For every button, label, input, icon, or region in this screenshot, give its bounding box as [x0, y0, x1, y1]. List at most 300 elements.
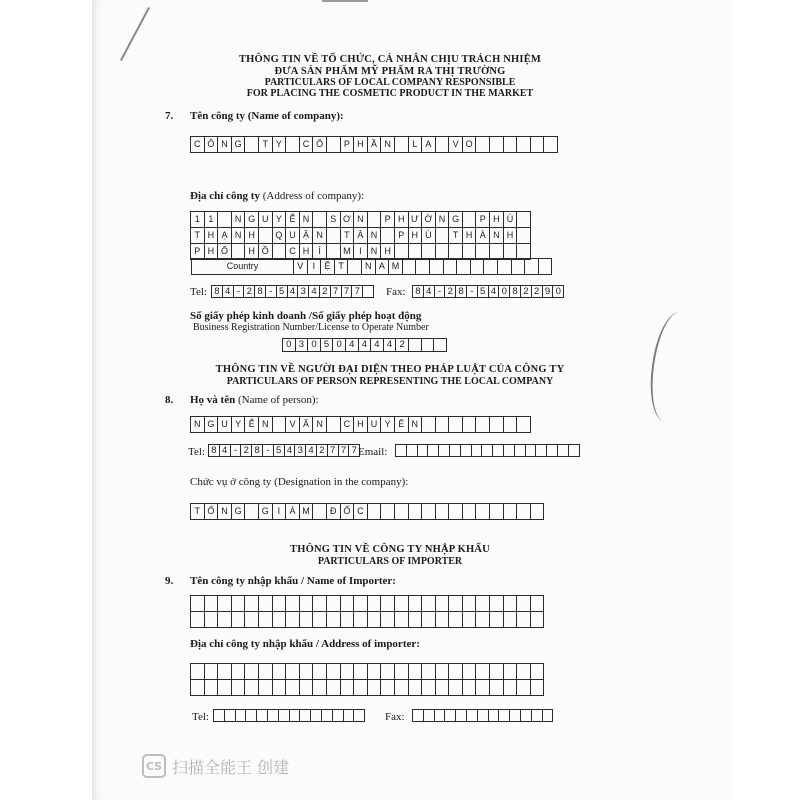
char-box — [516, 211, 531, 228]
char-box — [285, 136, 300, 153]
char-box: Ú — [421, 227, 436, 244]
char-box — [285, 679, 300, 696]
char-box: T — [258, 136, 273, 153]
char-box — [258, 227, 273, 244]
address-label-en: (Address of company): — [262, 190, 365, 202]
person-heading-vn: THÔNG TIN VỀ NGƯỜI ĐẠI DIỆN THEO PHÁP LUẬT CỦA CÔNG TY — [215, 364, 565, 375]
char-box — [489, 595, 504, 612]
char-box — [475, 663, 490, 680]
char-box — [435, 663, 450, 680]
char-box: 7 — [338, 444, 350, 457]
char-box — [435, 503, 450, 520]
char-box — [516, 136, 531, 153]
char-box — [435, 611, 450, 628]
address-grid-row2 — [190, 227, 531, 244]
char-box — [347, 258, 362, 275]
person-tel-label: Tel: — [188, 446, 205, 458]
char-box: 7 — [330, 285, 342, 298]
char-box: N — [361, 258, 376, 275]
char-box: P — [340, 136, 355, 153]
char-box: N — [435, 211, 450, 228]
heading-en-line1: PARTICULARS OF LOCAL COMPANY RESPONSIBLE — [264, 77, 516, 89]
company-label-en: (Name of company): — [247, 110, 344, 122]
char-box — [272, 679, 287, 696]
item-number-7: 7. — [165, 110, 174, 122]
char-box: G — [244, 211, 259, 228]
char-box: 7 — [327, 444, 339, 457]
char-box: 8 — [455, 285, 467, 298]
char-box: Ô — [204, 136, 219, 153]
char-box: 5 — [276, 285, 288, 298]
char-box — [394, 611, 409, 628]
char-box: 4 — [358, 338, 372, 352]
char-box — [312, 679, 327, 696]
char-box — [380, 611, 395, 628]
char-box — [204, 663, 219, 680]
char-box: P — [394, 227, 409, 244]
char-box — [429, 258, 444, 275]
char-box — [380, 227, 395, 244]
char-box — [516, 679, 531, 696]
char-box: P — [475, 211, 490, 228]
char-box — [326, 136, 341, 153]
char-box — [190, 611, 205, 628]
char-box: M — [299, 503, 314, 520]
char-box: C — [299, 136, 314, 153]
char-box: 2 — [240, 444, 252, 457]
char-box: Đ — [326, 503, 341, 520]
char-box: O — [462, 136, 477, 153]
char-box — [489, 503, 504, 520]
char-box: 3 — [295, 338, 309, 352]
char-box — [568, 444, 580, 457]
importer-name-grid-row2 — [190, 611, 544, 628]
char-box — [489, 416, 504, 433]
char-box — [217, 211, 232, 228]
designation-label: Chức vụ ở công ty (Designation in the company): — [190, 476, 409, 488]
char-box: C — [285, 243, 300, 260]
char-box: - — [434, 285, 446, 298]
char-box — [415, 258, 430, 275]
char-box — [244, 663, 259, 680]
char-box: G — [231, 136, 246, 153]
char-box — [489, 611, 504, 628]
char-box: Y — [272, 211, 287, 228]
char-box — [190, 663, 205, 680]
importer-fax-grid — [412, 709, 553, 722]
char-box — [340, 595, 355, 612]
char-box — [340, 679, 355, 696]
char-box: 4 — [284, 444, 296, 457]
char-box: 2 — [316, 444, 328, 457]
char-box — [340, 663, 355, 680]
char-box — [433, 338, 447, 352]
char-box — [231, 663, 246, 680]
char-box: 4 — [287, 285, 299, 298]
char-box: V — [448, 136, 463, 153]
char-box: H — [244, 243, 259, 260]
char-box — [217, 595, 232, 612]
char-box: 4 — [488, 285, 500, 298]
char-box — [462, 611, 477, 628]
importer-tel-grid — [213, 709, 365, 722]
char-box — [326, 611, 341, 628]
char-box — [285, 611, 300, 628]
char-box: 3 — [294, 444, 306, 457]
char-box — [503, 416, 518, 433]
char-box — [217, 679, 232, 696]
char-box — [312, 211, 327, 228]
char-box — [272, 595, 287, 612]
char-box: U — [285, 227, 300, 244]
importer-address-grid-row2 — [190, 679, 544, 696]
char-box: Y — [272, 136, 287, 153]
char-box: Ố — [217, 243, 232, 260]
char-box — [489, 136, 504, 153]
char-box — [231, 679, 246, 696]
char-box — [258, 595, 273, 612]
char-box — [244, 611, 259, 628]
char-box: C — [190, 136, 205, 153]
char-box: 0 — [332, 338, 346, 352]
person-tel-grid — [208, 444, 360, 457]
char-box: Ạ — [217, 227, 232, 244]
char-box — [530, 503, 545, 520]
char-box: V — [285, 416, 300, 433]
char-box — [435, 227, 450, 244]
char-box: 8 — [412, 285, 424, 298]
char-box: 2 — [520, 285, 532, 298]
char-box — [448, 416, 463, 433]
section-importer-heading — [180, 544, 600, 567]
char-box — [380, 679, 395, 696]
camscanner-logo-icon: CS — [142, 754, 166, 778]
char-box — [258, 679, 273, 696]
char-box: 7 — [348, 444, 360, 457]
char-box — [272, 611, 287, 628]
char-box: C — [353, 503, 368, 520]
char-box — [312, 611, 327, 628]
char-box: 2 — [243, 285, 255, 298]
char-box — [244, 503, 259, 520]
char-box — [326, 663, 341, 680]
char-box: 4 — [383, 338, 397, 352]
char-box: 2 — [395, 338, 409, 352]
char-box: N — [217, 136, 232, 153]
char-box — [524, 258, 539, 275]
char-box — [462, 416, 477, 433]
country-grid — [293, 258, 552, 275]
char-box: 8 — [251, 444, 263, 457]
char-box: S — [326, 211, 341, 228]
char-box — [462, 503, 477, 520]
char-box — [497, 258, 512, 275]
char-box — [516, 227, 531, 244]
char-box: G — [258, 503, 273, 520]
char-box: 4 — [370, 338, 384, 352]
registration-label-en: Business Registration Number/License to Operate Number — [193, 322, 429, 333]
char-box — [503, 679, 518, 696]
char-box — [530, 611, 545, 628]
char-box: 4 — [345, 338, 359, 352]
char-box — [538, 258, 553, 275]
char-box: 8 — [509, 285, 521, 298]
char-box — [462, 595, 477, 612]
char-box — [367, 211, 382, 228]
char-box — [312, 503, 327, 520]
char-box — [435, 595, 450, 612]
designation-grid — [190, 503, 544, 520]
char-box: 4 — [222, 285, 234, 298]
char-box — [475, 416, 490, 433]
char-box: 4 — [308, 285, 320, 298]
char-box — [470, 258, 485, 275]
char-box — [244, 679, 259, 696]
char-box — [258, 611, 273, 628]
char-box: L — [408, 136, 423, 153]
char-box — [394, 679, 409, 696]
char-box — [475, 595, 490, 612]
char-box: U — [258, 211, 273, 228]
char-box: P — [380, 211, 395, 228]
char-box: Ố — [340, 503, 355, 520]
char-box — [244, 136, 259, 153]
fax-label: Fax: — [386, 286, 406, 298]
heading-vn-line2: ĐƯA SẢN PHẨM MỸ PHẨM RA THỊ TRƯỜNG — [274, 65, 506, 77]
char-box — [421, 503, 436, 520]
char-box — [530, 663, 545, 680]
char-box — [231, 595, 246, 612]
company-name-label — [190, 110, 344, 122]
char-box — [435, 679, 450, 696]
char-box: N — [380, 136, 395, 153]
char-box — [380, 503, 395, 520]
importer-address-grid-row1 — [190, 663, 544, 680]
char-box: P — [190, 243, 205, 260]
heading-vn-line1: THÔNG TIN VỀ TỔ CHỨC, CÁ NHÂN CHỊU TRÁCH NHIỆM — [238, 54, 542, 65]
char-box — [408, 595, 423, 612]
item-number-9: 9. — [165, 575, 174, 587]
char-box: I — [272, 503, 287, 520]
char-box: Á — [285, 503, 300, 520]
char-box — [394, 663, 409, 680]
char-box — [353, 611, 368, 628]
char-box: 5 — [273, 444, 285, 457]
reg-label-vn-text: Số giấy phép kinh doanh /Số giấy phép hoạt động — [190, 310, 422, 322]
char-box: - — [466, 285, 478, 298]
char-box: - — [265, 285, 277, 298]
person-label-en: (Name of person): — [237, 394, 319, 406]
char-box — [435, 136, 450, 153]
char-box — [421, 663, 436, 680]
person-name-label — [190, 394, 319, 406]
char-box — [543, 136, 558, 153]
char-box — [443, 258, 458, 275]
char-box — [435, 416, 450, 433]
char-box: Ầ — [367, 136, 382, 153]
char-box: G — [448, 211, 463, 228]
char-box — [456, 258, 471, 275]
char-box — [204, 595, 219, 612]
char-box — [408, 503, 423, 520]
char-box — [408, 611, 423, 628]
importer-heading-vn: THÔNG TIN VỀ CÔNG TY NHẬP KHẨU — [290, 544, 490, 555]
char-box — [408, 663, 423, 680]
person-heading-en: PARTICULARS OF PERSON REPRESENTING THE LOCAL COMPANY — [226, 375, 554, 387]
char-box: H — [353, 136, 368, 153]
char-box: 0 — [552, 285, 564, 298]
importer-tel-label: Tel: — [192, 711, 209, 723]
char-box — [231, 611, 246, 628]
char-box: H — [204, 227, 219, 244]
char-box: Ồ — [258, 243, 273, 260]
char-box — [272, 663, 287, 680]
char-box — [353, 709, 365, 722]
char-box: Ổ — [204, 503, 219, 520]
char-box — [516, 663, 531, 680]
char-box — [285, 663, 300, 680]
char-box — [312, 663, 327, 680]
char-box — [353, 595, 368, 612]
char-box — [530, 136, 545, 153]
char-box — [299, 595, 314, 612]
char-box — [448, 611, 463, 628]
char-box: 4 — [423, 285, 435, 298]
char-box: Ậ — [299, 227, 314, 244]
char-box — [408, 338, 422, 352]
char-box — [421, 679, 436, 696]
char-box — [258, 663, 273, 680]
company-address-label — [190, 190, 364, 202]
char-box: 5 — [477, 285, 489, 298]
char-box — [421, 595, 436, 612]
char-box: 8 — [208, 444, 220, 457]
address-grid-row1 — [190, 211, 531, 228]
char-box — [475, 679, 490, 696]
char-box — [217, 611, 232, 628]
company-label-vn: Tên công ty — [190, 110, 245, 122]
section-person-heading — [180, 364, 600, 387]
char-box: 8 — [254, 285, 266, 298]
char-box — [503, 663, 518, 680]
char-box — [312, 595, 327, 612]
char-box — [217, 663, 232, 680]
char-box: H — [353, 416, 368, 433]
char-box — [516, 595, 531, 612]
char-box — [204, 679, 219, 696]
char-box: Y — [231, 416, 246, 433]
char-box: N — [190, 416, 205, 433]
char-box — [475, 611, 490, 628]
char-box: 7 — [351, 285, 363, 298]
watermark-text: 扫描全能王 创建 — [172, 757, 290, 777]
country-label: Country — [191, 258, 294, 275]
char-box: N — [258, 416, 273, 433]
heading-en-line2: FOR PLACING THE COSMETIC PRODUCT IN THE MARKET — [246, 88, 534, 100]
char-box — [367, 663, 382, 680]
char-box: N — [299, 211, 314, 228]
char-box — [483, 258, 498, 275]
char-box: N — [312, 227, 327, 244]
char-box — [489, 679, 504, 696]
char-box: - — [230, 444, 242, 457]
char-box — [516, 503, 531, 520]
char-box: N — [353, 211, 368, 228]
char-box — [190, 679, 205, 696]
email-grid — [395, 444, 580, 457]
char-box: Ễ — [244, 416, 259, 433]
char-box: N — [231, 211, 246, 228]
char-box: G — [231, 503, 246, 520]
char-box: T — [334, 258, 349, 275]
char-box: H — [380, 243, 395, 260]
char-box: Q — [272, 227, 287, 244]
char-box: Ú — [503, 211, 518, 228]
char-box: C — [340, 416, 355, 433]
char-box — [380, 595, 395, 612]
char-box — [272, 416, 287, 433]
char-box: M — [340, 243, 355, 260]
char-box — [462, 211, 477, 228]
char-box: T — [190, 503, 205, 520]
char-box — [367, 503, 382, 520]
email-label: Email: — [358, 446, 388, 458]
char-box: Ư — [408, 211, 423, 228]
char-box — [516, 416, 531, 433]
char-box: 5 — [320, 338, 334, 352]
char-box: U — [367, 416, 382, 433]
char-box: 1 — [204, 211, 219, 228]
char-box — [530, 595, 545, 612]
scan-mark — [322, 0, 368, 2]
char-box — [326, 595, 341, 612]
char-box — [299, 611, 314, 628]
char-box: N — [367, 227, 382, 244]
char-box — [516, 611, 531, 628]
importer-name-grid-row1 — [190, 595, 544, 612]
char-box: V — [293, 258, 308, 275]
char-box — [380, 663, 395, 680]
char-box: M — [388, 258, 403, 275]
char-box: Y — [380, 416, 395, 433]
char-box: 7 — [341, 285, 353, 298]
char-box: N — [367, 243, 382, 260]
char-box: Â — [353, 227, 368, 244]
char-box: 3 — [297, 285, 309, 298]
char-box — [299, 679, 314, 696]
person-label-vn: Họ và tên — [190, 394, 236, 406]
importer-address-label — [190, 638, 420, 650]
char-box: A — [375, 258, 390, 275]
item-number-8: 8. — [165, 394, 174, 406]
char-box: Ê — [394, 416, 409, 433]
char-box: N — [489, 227, 504, 244]
char-box: U — [217, 416, 232, 433]
char-box — [353, 663, 368, 680]
char-box: H — [408, 227, 423, 244]
char-box: T — [448, 227, 463, 244]
char-box — [244, 595, 259, 612]
char-box — [367, 595, 382, 612]
char-box: I — [307, 258, 322, 275]
char-box: N — [312, 416, 327, 433]
company-name-grid — [190, 136, 558, 153]
char-box: H — [503, 227, 518, 244]
char-box: A — [421, 136, 436, 153]
char-box — [462, 679, 477, 696]
char-box: H — [394, 211, 409, 228]
char-box: Ệ — [320, 258, 335, 275]
